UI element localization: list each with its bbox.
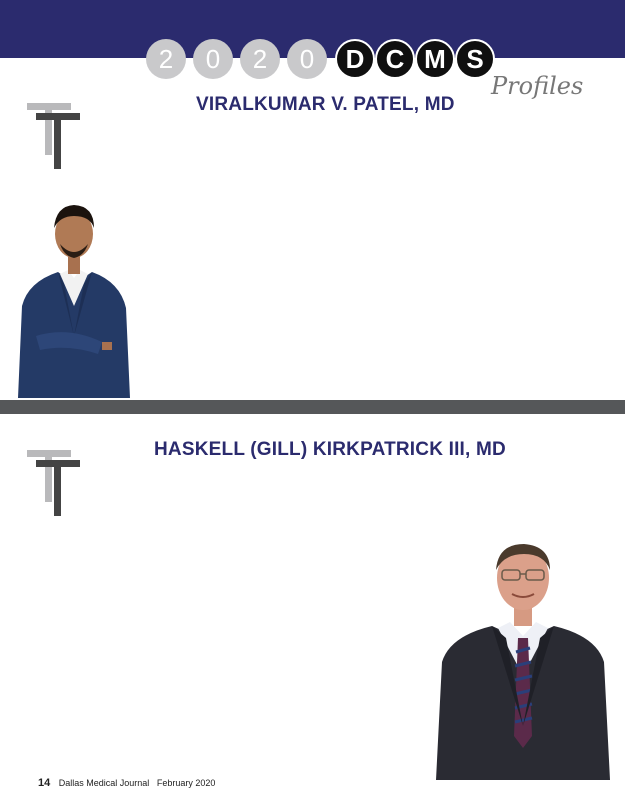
- profile2-photo: [436, 536, 610, 780]
- year-digit-2: 0: [193, 39, 233, 79]
- publication-name: Dallas Medical Journal: [58, 778, 150, 788]
- physician-portrait-icon: [436, 536, 610, 780]
- section-divider: [0, 400, 625, 414]
- dcms-letter-d: D: [335, 39, 375, 79]
- page-number: 14: [38, 777, 51, 789]
- dropcap-t-icon: [27, 103, 71, 169]
- profiles-label: Profiles: [491, 72, 584, 100]
- publication-date: February 2020: [156, 778, 216, 788]
- dcms-letter-m: M: [415, 39, 455, 79]
- year-digit-3: 2: [240, 39, 280, 79]
- dcms-letter-s: S: [455, 39, 495, 79]
- dcms-letter-c: C: [375, 39, 415, 79]
- year-digit-1: 2: [146, 39, 186, 79]
- page-footer: [38, 777, 215, 789]
- profile2-name: HASKELL (GILL) KIRKPATRICK III, MD: [154, 439, 506, 460]
- profile1-name: VIRALKUMAR V. PATEL, MD: [196, 94, 455, 115]
- physician-portrait-icon: [18, 186, 130, 398]
- dropcap-t-icon: [27, 450, 71, 516]
- year-digit-4: 0: [287, 39, 327, 79]
- profile1-photo: [18, 186, 130, 398]
